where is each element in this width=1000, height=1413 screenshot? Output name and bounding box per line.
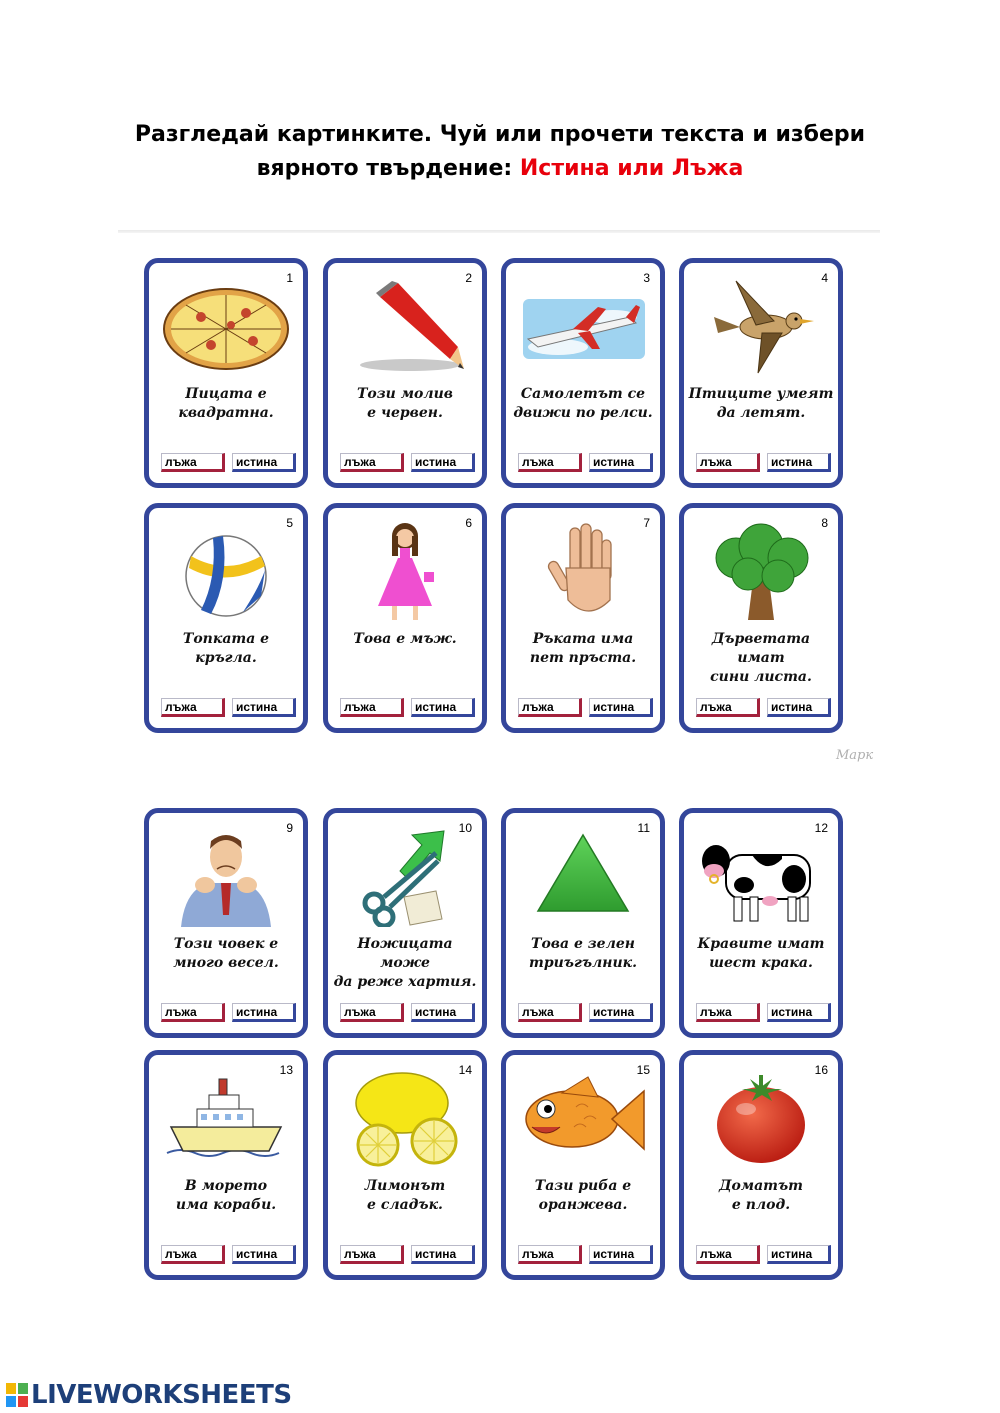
card-number: 3 bbox=[643, 271, 650, 285]
card-statement bbox=[688, 1177, 834, 1215]
card-number: 8 bbox=[821, 516, 828, 530]
cow-icon bbox=[696, 827, 826, 927]
statement-line-2: кръгла. bbox=[195, 650, 257, 666]
hand-icon bbox=[518, 522, 648, 622]
true-answer-box[interactable]: истина bbox=[589, 1003, 653, 1022]
card-number: 11 bbox=[637, 821, 650, 835]
airplane-icon bbox=[518, 277, 648, 377]
instructions-highlight: Истина или Лъжа bbox=[519, 156, 744, 181]
card-statement bbox=[332, 935, 478, 992]
statement-line-2: пет пръста. bbox=[529, 650, 637, 666]
liveworksheets-logo bbox=[6, 1380, 292, 1410]
card-statement bbox=[510, 1177, 656, 1215]
false-answer-box[interactable]: лъжа bbox=[161, 698, 225, 717]
true-answer-box[interactable]: истина bbox=[767, 698, 831, 717]
card-number: 9 bbox=[286, 821, 293, 835]
instructions-line-2 bbox=[0, 152, 1000, 186]
triangle-icon bbox=[518, 827, 648, 927]
statement-line-2: да летят. bbox=[716, 405, 806, 421]
statement-line-2: е сладък. bbox=[367, 1197, 443, 1213]
instructions-title bbox=[0, 118, 1000, 186]
card-10 bbox=[323, 808, 487, 1038]
card-13 bbox=[144, 1050, 308, 1280]
pencil-icon bbox=[340, 277, 470, 377]
lemon-icon bbox=[340, 1069, 470, 1169]
card-number: 15 bbox=[636, 1063, 650, 1077]
card-number: 4 bbox=[821, 271, 828, 285]
true-answer-box[interactable]: истина bbox=[232, 1003, 296, 1022]
card-statement bbox=[332, 385, 478, 423]
card-statement bbox=[153, 1177, 299, 1215]
pizza-icon bbox=[161, 277, 291, 377]
statement-line-2: триъгълник. bbox=[529, 955, 637, 971]
fish-icon bbox=[518, 1069, 648, 1169]
statement-line-2: има кораби. bbox=[175, 1197, 277, 1213]
tomato-icon bbox=[696, 1069, 826, 1169]
false-answer-box[interactable]: лъжа bbox=[340, 1245, 404, 1264]
statement-line-1: Кравите имат bbox=[697, 936, 825, 952]
card-5 bbox=[144, 503, 308, 733]
statement-line-1: Дърветата имат bbox=[711, 631, 811, 666]
statement-line-1: Този човек е bbox=[173, 936, 279, 952]
true-answer-box[interactable]: истина bbox=[767, 1003, 831, 1022]
card-2 bbox=[323, 258, 487, 488]
statement-line-2: движи по релси. bbox=[513, 405, 653, 421]
false-answer-box[interactable]: лъжа bbox=[696, 698, 760, 717]
statement-line-1: Пицата е bbox=[185, 386, 267, 402]
card-15 bbox=[501, 1050, 665, 1280]
statement-line-1: Топката е bbox=[182, 631, 270, 647]
true-answer-box[interactable]: истина bbox=[589, 453, 653, 472]
card-16 bbox=[679, 1050, 843, 1280]
true-answer-box[interactable]: истина bbox=[411, 1003, 475, 1022]
card-statement bbox=[510, 935, 656, 973]
scissors-icon bbox=[340, 827, 470, 927]
card-statement bbox=[153, 935, 299, 973]
statement-line-2: много весел. bbox=[173, 955, 279, 971]
false-answer-box[interactable]: лъжа bbox=[696, 453, 760, 472]
instructions-prefix: вярното твърдение: bbox=[256, 156, 520, 181]
false-answer-box[interactable]: лъжа bbox=[518, 453, 582, 472]
true-answer-box[interactable]: истина bbox=[411, 698, 475, 717]
card-12 bbox=[679, 808, 843, 1038]
card-number: 1 bbox=[286, 271, 293, 285]
card-6 bbox=[323, 503, 487, 733]
ship-icon bbox=[161, 1069, 291, 1169]
card-7 bbox=[501, 503, 665, 733]
card-3 bbox=[501, 258, 665, 488]
card-statement bbox=[510, 630, 656, 668]
statement-line-1: Доматът bbox=[719, 1178, 803, 1194]
true-answer-box[interactable]: истина bbox=[411, 1245, 475, 1264]
card-number: 6 bbox=[465, 516, 472, 530]
sad-man-icon bbox=[161, 827, 291, 927]
true-answer-box[interactable]: истина bbox=[232, 698, 296, 717]
false-answer-box[interactable]: лъжа bbox=[161, 1245, 225, 1264]
card-statement bbox=[153, 630, 299, 668]
true-answer-box[interactable]: истина bbox=[589, 698, 653, 717]
header-divider bbox=[118, 230, 880, 233]
true-answer-box[interactable]: истина bbox=[767, 1245, 831, 1264]
statement-line-1: Това е зелен bbox=[531, 936, 635, 952]
bird-icon bbox=[696, 277, 826, 377]
true-answer-box[interactable]: истина bbox=[411, 453, 475, 472]
true-answer-box[interactable]: истина bbox=[589, 1245, 653, 1264]
statement-line-1: Ръката има bbox=[532, 631, 634, 647]
statement-line-1: Самолетът се bbox=[520, 386, 646, 402]
false-answer-box[interactable]: лъжа bbox=[518, 1245, 582, 1264]
statement-line-2: оранжева. bbox=[538, 1197, 628, 1213]
card-number: 12 bbox=[814, 821, 828, 835]
card-number: 13 bbox=[279, 1063, 293, 1077]
tree-icon bbox=[696, 522, 826, 622]
card-11 bbox=[501, 808, 665, 1038]
false-answer-box[interactable]: лъжа bbox=[696, 1003, 760, 1022]
card-number: 10 bbox=[458, 821, 472, 835]
brand-name: LIVEWORKSHEETS bbox=[31, 1380, 292, 1410]
card-statement bbox=[153, 385, 299, 423]
true-answer-box[interactable]: истина bbox=[232, 1245, 296, 1264]
girl-icon bbox=[340, 522, 470, 622]
false-answer-box[interactable]: лъжа bbox=[340, 1003, 404, 1022]
card-statement bbox=[510, 385, 656, 423]
card-statement bbox=[688, 630, 834, 687]
card-9 bbox=[144, 808, 308, 1038]
statement-line-2: сини листа. bbox=[710, 669, 812, 685]
statement-line-2: шест крака. bbox=[709, 955, 813, 971]
statement-line-1: Тази риба е bbox=[534, 1178, 632, 1194]
statement-line-2: квадратна. bbox=[178, 405, 274, 421]
statement-line-1: Ножицата може bbox=[357, 936, 453, 971]
ball-icon bbox=[161, 522, 291, 622]
false-answer-box[interactable]: лъжа bbox=[518, 698, 582, 717]
false-answer-box[interactable]: лъжа bbox=[340, 453, 404, 472]
false-answer-box[interactable]: лъжа bbox=[340, 698, 404, 717]
card-1 bbox=[144, 258, 308, 488]
false-answer-box[interactable]: лъжа bbox=[696, 1245, 760, 1264]
statement-line-1: Лимонът bbox=[364, 1178, 446, 1194]
false-answer-box[interactable]: лъжа bbox=[161, 1003, 225, 1022]
true-answer-box[interactable]: истина bbox=[767, 453, 831, 472]
false-answer-box[interactable]: лъжа bbox=[161, 453, 225, 472]
card-number: 2 bbox=[465, 271, 472, 285]
liveworksheets-logo-icon bbox=[6, 1383, 28, 1407]
watermark: Марк bbox=[836, 748, 874, 763]
instructions-line-1: Разгледай картинките. Чуй или прочети текста и избери bbox=[134, 122, 866, 147]
statement-line-1: Птиците умеят bbox=[688, 386, 834, 402]
card-statement bbox=[688, 385, 834, 423]
card-statement bbox=[332, 630, 478, 649]
card-number: 5 bbox=[286, 516, 293, 530]
card-number: 14 bbox=[458, 1063, 472, 1077]
card-8 bbox=[679, 503, 843, 733]
statement-line-2: е червен. bbox=[367, 405, 443, 421]
card-4 bbox=[679, 258, 843, 488]
card-number: 16 bbox=[814, 1063, 828, 1077]
statement-line-1: Този молив bbox=[356, 386, 453, 402]
statement-line-1: Това е мъж. bbox=[353, 631, 457, 647]
statement-line-2: да реже хартия. bbox=[333, 974, 477, 990]
statement-line-1: В морето bbox=[184, 1178, 268, 1194]
card-14 bbox=[323, 1050, 487, 1280]
card-statement bbox=[332, 1177, 478, 1215]
true-answer-box[interactable]: истина bbox=[232, 453, 296, 472]
false-answer-box[interactable]: лъжа bbox=[518, 1003, 582, 1022]
card-statement bbox=[688, 935, 834, 973]
card-number: 7 bbox=[643, 516, 650, 530]
statement-line-2: е плод. bbox=[731, 1197, 791, 1213]
